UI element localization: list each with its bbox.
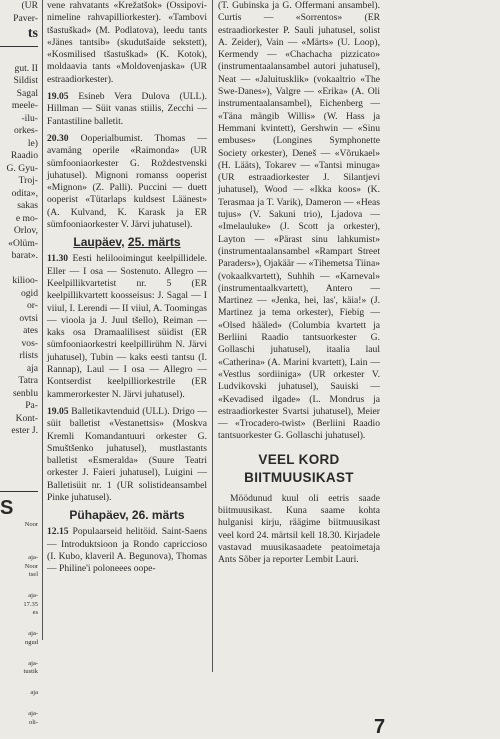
strip-line (0, 263, 38, 276)
strip-line: le) (27, 137, 38, 149)
strip-line (0, 475, 38, 488)
strip-line: kilioo- (12, 275, 38, 286)
strip-line (0, 677, 38, 690)
strip-line (0, 618, 38, 631)
strip-line: aja- (28, 554, 38, 561)
strip-line: aja- (28, 659, 38, 667)
day-heading-saturday: Laupäev, 25. märts (73, 235, 181, 250)
strip-line: Tatra (18, 375, 38, 386)
strip-line: barat». (11, 250, 38, 261)
strip-line: -ilu- (21, 112, 38, 124)
strip-line: aja (26, 362, 38, 374)
strip-line: meele- (11, 100, 38, 111)
strip-line: Raadio (10, 150, 38, 161)
strip-line: Sildist (13, 75, 38, 86)
strip-line: aja- (28, 630, 38, 637)
strip-line: ts (27, 26, 38, 41)
article-headline: VEEL KORD BIITMUUSIKAST (244, 451, 354, 485)
strip-line (0, 463, 38, 476)
program-column-1 (47, 0, 207, 575)
strip-line: G. Gyu- (6, 162, 38, 174)
strip-line (0, 542, 38, 555)
strip-line: Sagal (16, 87, 38, 99)
strip-line: 17.35 (23, 600, 38, 608)
strip-line: orkes- (14, 125, 38, 136)
strip-line: «Olüm- (8, 237, 38, 249)
strip-line: ester J. (11, 425, 38, 436)
strip-line: tsel (28, 571, 38, 578)
strip-line: vos- (21, 337, 38, 349)
strip-line: rlists (19, 350, 38, 361)
strip-line: oli- (28, 718, 38, 726)
left-torn-column (0, 0, 38, 726)
strip-line: Pa- (25, 400, 38, 411)
strip-line: Noor (24, 520, 38, 528)
strip-line: or- (27, 300, 38, 311)
program-entry: 20.30 Ooperialbumist. Thomas — avamäng operile «Raimonda» (UR sümfooniaorkester G. Roždestvenski juhatusel). Mignoni romanss ooperist «Mignon» (Z. Palli). Puccini — duett ooperist «Tütarlaps kuldsest Läänest» (A. Kulvand, K. Karask ja ER sümfooniaorkester V. Järvi juhatusel). (47, 132, 207, 231)
strip-line: Orlov, (13, 225, 38, 236)
strip-line: ovtsi (19, 312, 38, 324)
program-entry: 19.05 Esineb Vera Dulova (ULL). Hillman — Süit vanas stiilis, Zecchi — Fantastiline balletit. (47, 91, 208, 127)
strip-line: aja (30, 689, 38, 696)
strip-line (0, 529, 38, 542)
strip-line (0, 438, 38, 451)
strip-line (0, 580, 38, 593)
program-continuation: vene rahvatants «Krežatšok» (Ossipovi-nimeline rahvapilliorkester). «Tambovi tšastuškad» (M. Podlatova), leedu tants «Jänes tantsib» (skudutšaide sekstett), «Kosmilised tšastuškad» (K. Kotok), moldaavia tants «Moldovenjaska» (UR estraadiorkester). (47, 0, 207, 85)
strip-line (0, 50, 38, 63)
strip-line: (UR (21, 0, 38, 11)
strip-line (0, 698, 38, 711)
article-body: Möödunud kuul oli eetris saade biitmuusikast. Kuna saame kohta hulganisi kirju, räägime biitmuusikast veel kord 24. märtsil kell 18.30. Kirjadele vastavad muusikasaadete peatoimetaja Ants Sõber ja reporter Lembit Lauri. (218, 492, 380, 566)
strip-line: sakas (17, 200, 38, 211)
strip-line: es (32, 609, 38, 616)
strip-line: Kont- (15, 412, 38, 424)
column-divider-left (42, 0, 43, 640)
strip-line: aja- (28, 592, 38, 599)
strip-line (0, 647, 38, 660)
strip-line: odita», (11, 187, 38, 199)
program-entry: 12.15 Populaarseid helitöid. Saint-Saens — Introduktsioon ja Rondo capriccioso (I. Kubo, klaveril A. Begunova), Thomas — Philine'i poloneees oope- (47, 526, 207, 575)
program-continuation: (T. Gubinska ja G. Offermani ansambel). Curtis — «Sorrentos» (ER estraadiorkester P. Sauli juhatusel, solist A. Zeider), Vain — «Märts» (U. Loop), Kermendy — «Chachacha pizzicato» (instrumentaalansambel autori juhatusel), Neat — «Jaluitusklik» (vokaaltrio «The Swe-Danes»), Valgre — «Erika» (A. Oli instrumentaalansambel), Eichenberg — «Täna mängib Willis» (W. Hass ja Hemmani kvintett), Gershwin — «Sinu embuses» (Longines Symphonette Society orkester), Deneš — «Võrukael» (H. Lääts), Tokarev — «Tantsi minuga» (UR estraadiorkester J. Silantjevi juhatusel), Wood — «Ikka koos» (K. Terasmaa ja T. Varik), Dameron — «Heas tujus» (V. Sakuni trio), Ljadova — «Imelauluke» (J. Scott ja orkester), Layton — «Pärast sinu lahkumist» (instrumentaalansambel «Rampart Street Paraders»), Ojakäär — «Tihemetsa Tiina» (vokaalkvartett), Suhhih — «Karneval» (instrumentaalkvartett), Antero — Martinez — «Jenka, hei, las', käia!» (J. Martinez ja tema orkester), Fiebig — «Olsed hääled» (Columbia kvartett ja Berliini Raadio tantsuorkester G. Gollaschi juhatusel), itaalia laul «Catherina» (A. Marini kvartett), Lain — «Vestlus sordiiniga» (UR orkester V. Ludvikovski juhatusel), Sauiski — «Kevadised ilgade» (L. Mondrus ja estraadiorkester Svartsi juhatusel), Meier — «Trocadero-twist» (Berliini Raadio tantsuorkester G. Gollaschi juhatusel). (218, 0, 380, 442)
program-entry: 11.30 Eesti helilooimingut keelpillidele. Eller — I osa — Sostenuto. Allegro — Keelpillikvartetist nr. 5 (ER keelpillikvartett koosseisus: J. Sagal — I viiul, I. Lerendi — II viiul, A. Toomingas — vioola ja J. Juul tšello), Reiman — kaks osa Dramaalilisest süidist (ER sümfooniaorkestri keelpillirühm N. Järvi juhatusel), Tubin — kaks eesti tantsu (I. Rannap), Laul — I osa — Allegro — Kontserdist keelpilliorkestrile (ER kammerorkester N. Järvi juhatusel). (47, 253, 207, 400)
strip-line: e mo- (15, 212, 38, 224)
column-rule (0, 491, 38, 492)
strip-line (0, 450, 38, 463)
strip-line: gut. II (14, 62, 38, 74)
day-heading-sunday: Pühapäev, 26. märts (69, 508, 185, 523)
strip-line: ogid (20, 287, 38, 299)
program-entry: 19.05 Balletikavtenduid (ULL). Drigo — süit balletist «Vestanettsis» (Moskva Kremli Komandantuuri orkester G. Smuštšenko juhatusel), mustlastants balletist «Esmeralda» (Suure Teatri orkester J. Faieri juhatusel), Luigini — Balletisüit nr. 1 (UR solistideansambel Pinke juhatusel). (47, 405, 207, 503)
strip-line: aja- (28, 710, 38, 717)
strip-line: Noor (24, 562, 38, 570)
strip-line: tustik (23, 668, 38, 675)
strip-line: ngud (25, 638, 38, 646)
strip-line: Paver- (13, 12, 38, 24)
strip-line: senblu (12, 387, 38, 399)
column-divider-middle (212, 0, 213, 672)
program-column-2 (218, 0, 380, 566)
column-rule (0, 46, 38, 47)
strip-line: Troj- (18, 175, 38, 186)
page-number: 7 (374, 716, 386, 738)
strip-line: ates (23, 325, 38, 336)
strip-line: S (0, 496, 14, 519)
